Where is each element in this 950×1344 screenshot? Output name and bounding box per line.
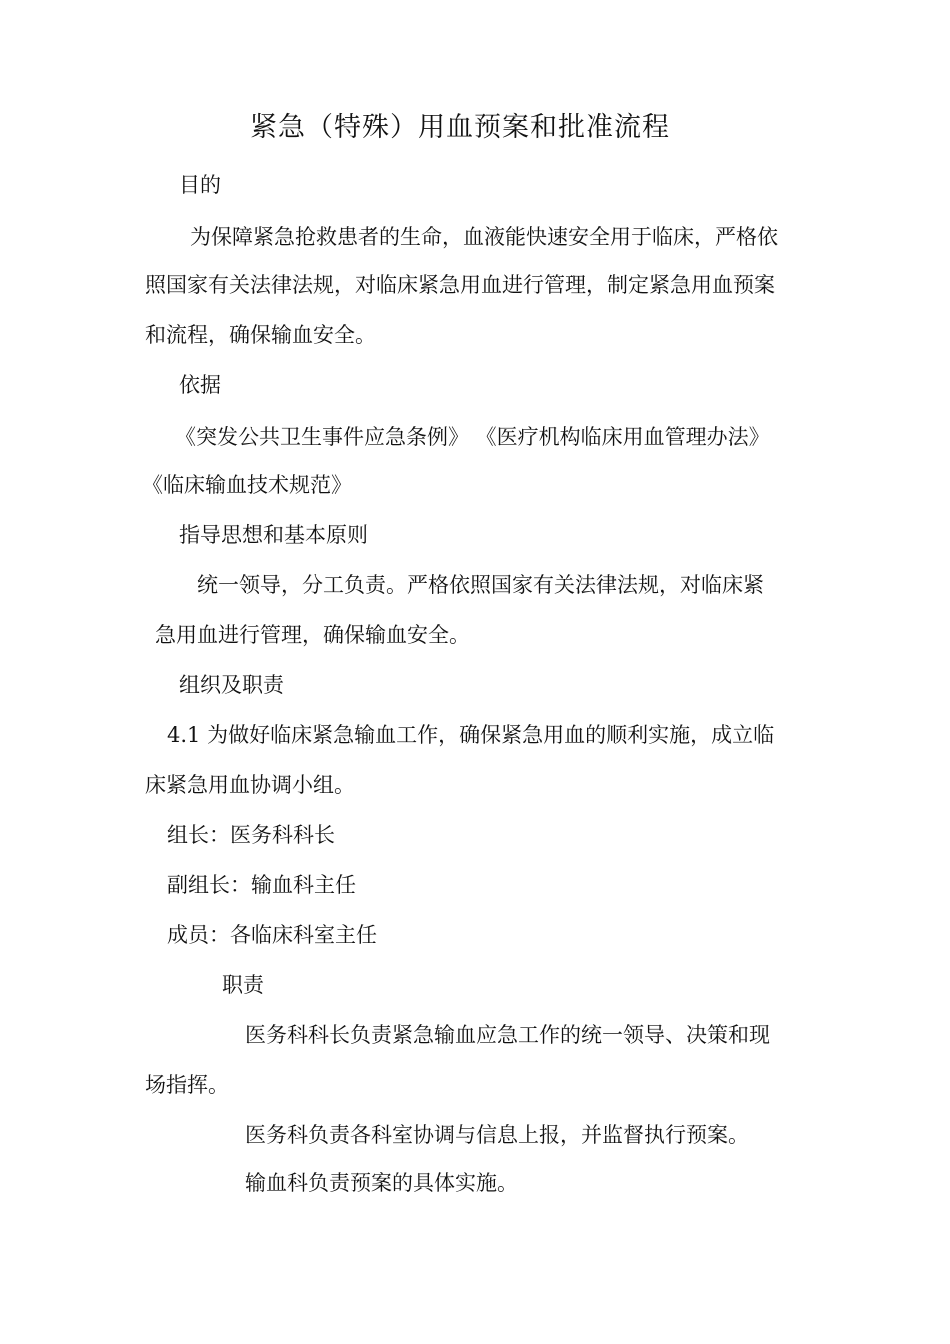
purpose-paragraph-line-1: 为保障紧急抢救患者的生命，血液能快速安全用于临床，严格依 (190, 225, 778, 249)
organization-paragraph-line-2: 床紧急用血协调小组。 (145, 773, 355, 797)
purpose-paragraph-line-2: 照国家有关法律法规，对临床紧急用血进行管理，制定紧急用血预案 (145, 273, 775, 297)
duty-3: 输血科负责预案的具体实施。 (245, 1171, 518, 1195)
document-title: 紧急（特殊）用血预案和批准流程 (250, 112, 670, 143)
purpose-heading: 目的 (179, 173, 221, 197)
duties-heading: 职责 (222, 973, 264, 997)
purpose-paragraph-line-3: 和流程，确保输血安全。 (145, 323, 376, 347)
group-deputy-leader: 副组长：输血科主任 (167, 873, 356, 897)
group-members: 成员：各临床科室主任 (167, 923, 377, 947)
principle-paragraph-line-1: 统一领导，分工负责。严格依照国家有关法律法规，对临床紧 (197, 573, 764, 597)
organization-heading: 组织及职责 (179, 673, 284, 697)
principle-paragraph-line-2: 急用血进行管理，确保输血安全。 (155, 623, 470, 647)
duty-1-line-1: 医务科科长负责紧急输血应急工作的统一领导、决策和现 (245, 1023, 770, 1047)
duty-2: 医务科负责各科室协调与信息上报，并监督执行预案。 (245, 1123, 749, 1147)
organization-paragraph-line-1: 4.1 为做好临床紧急输血工作，确保紧急用血的顺利实施，成立临 (167, 723, 775, 747)
basis-paragraph-line-1: 《突发公共卫生事件应急条例》 《医疗机构临床用血管理办法》 (175, 425, 770, 449)
basis-heading: 依据 (179, 373, 221, 397)
principle-heading: 指导思想和基本原则 (179, 523, 368, 547)
group-leader: 组长：医务科科长 (167, 823, 335, 847)
duty-1-line-2: 场指挥。 (145, 1073, 229, 1097)
basis-paragraph-line-2: 《临床输血技术规范》 (142, 473, 352, 497)
